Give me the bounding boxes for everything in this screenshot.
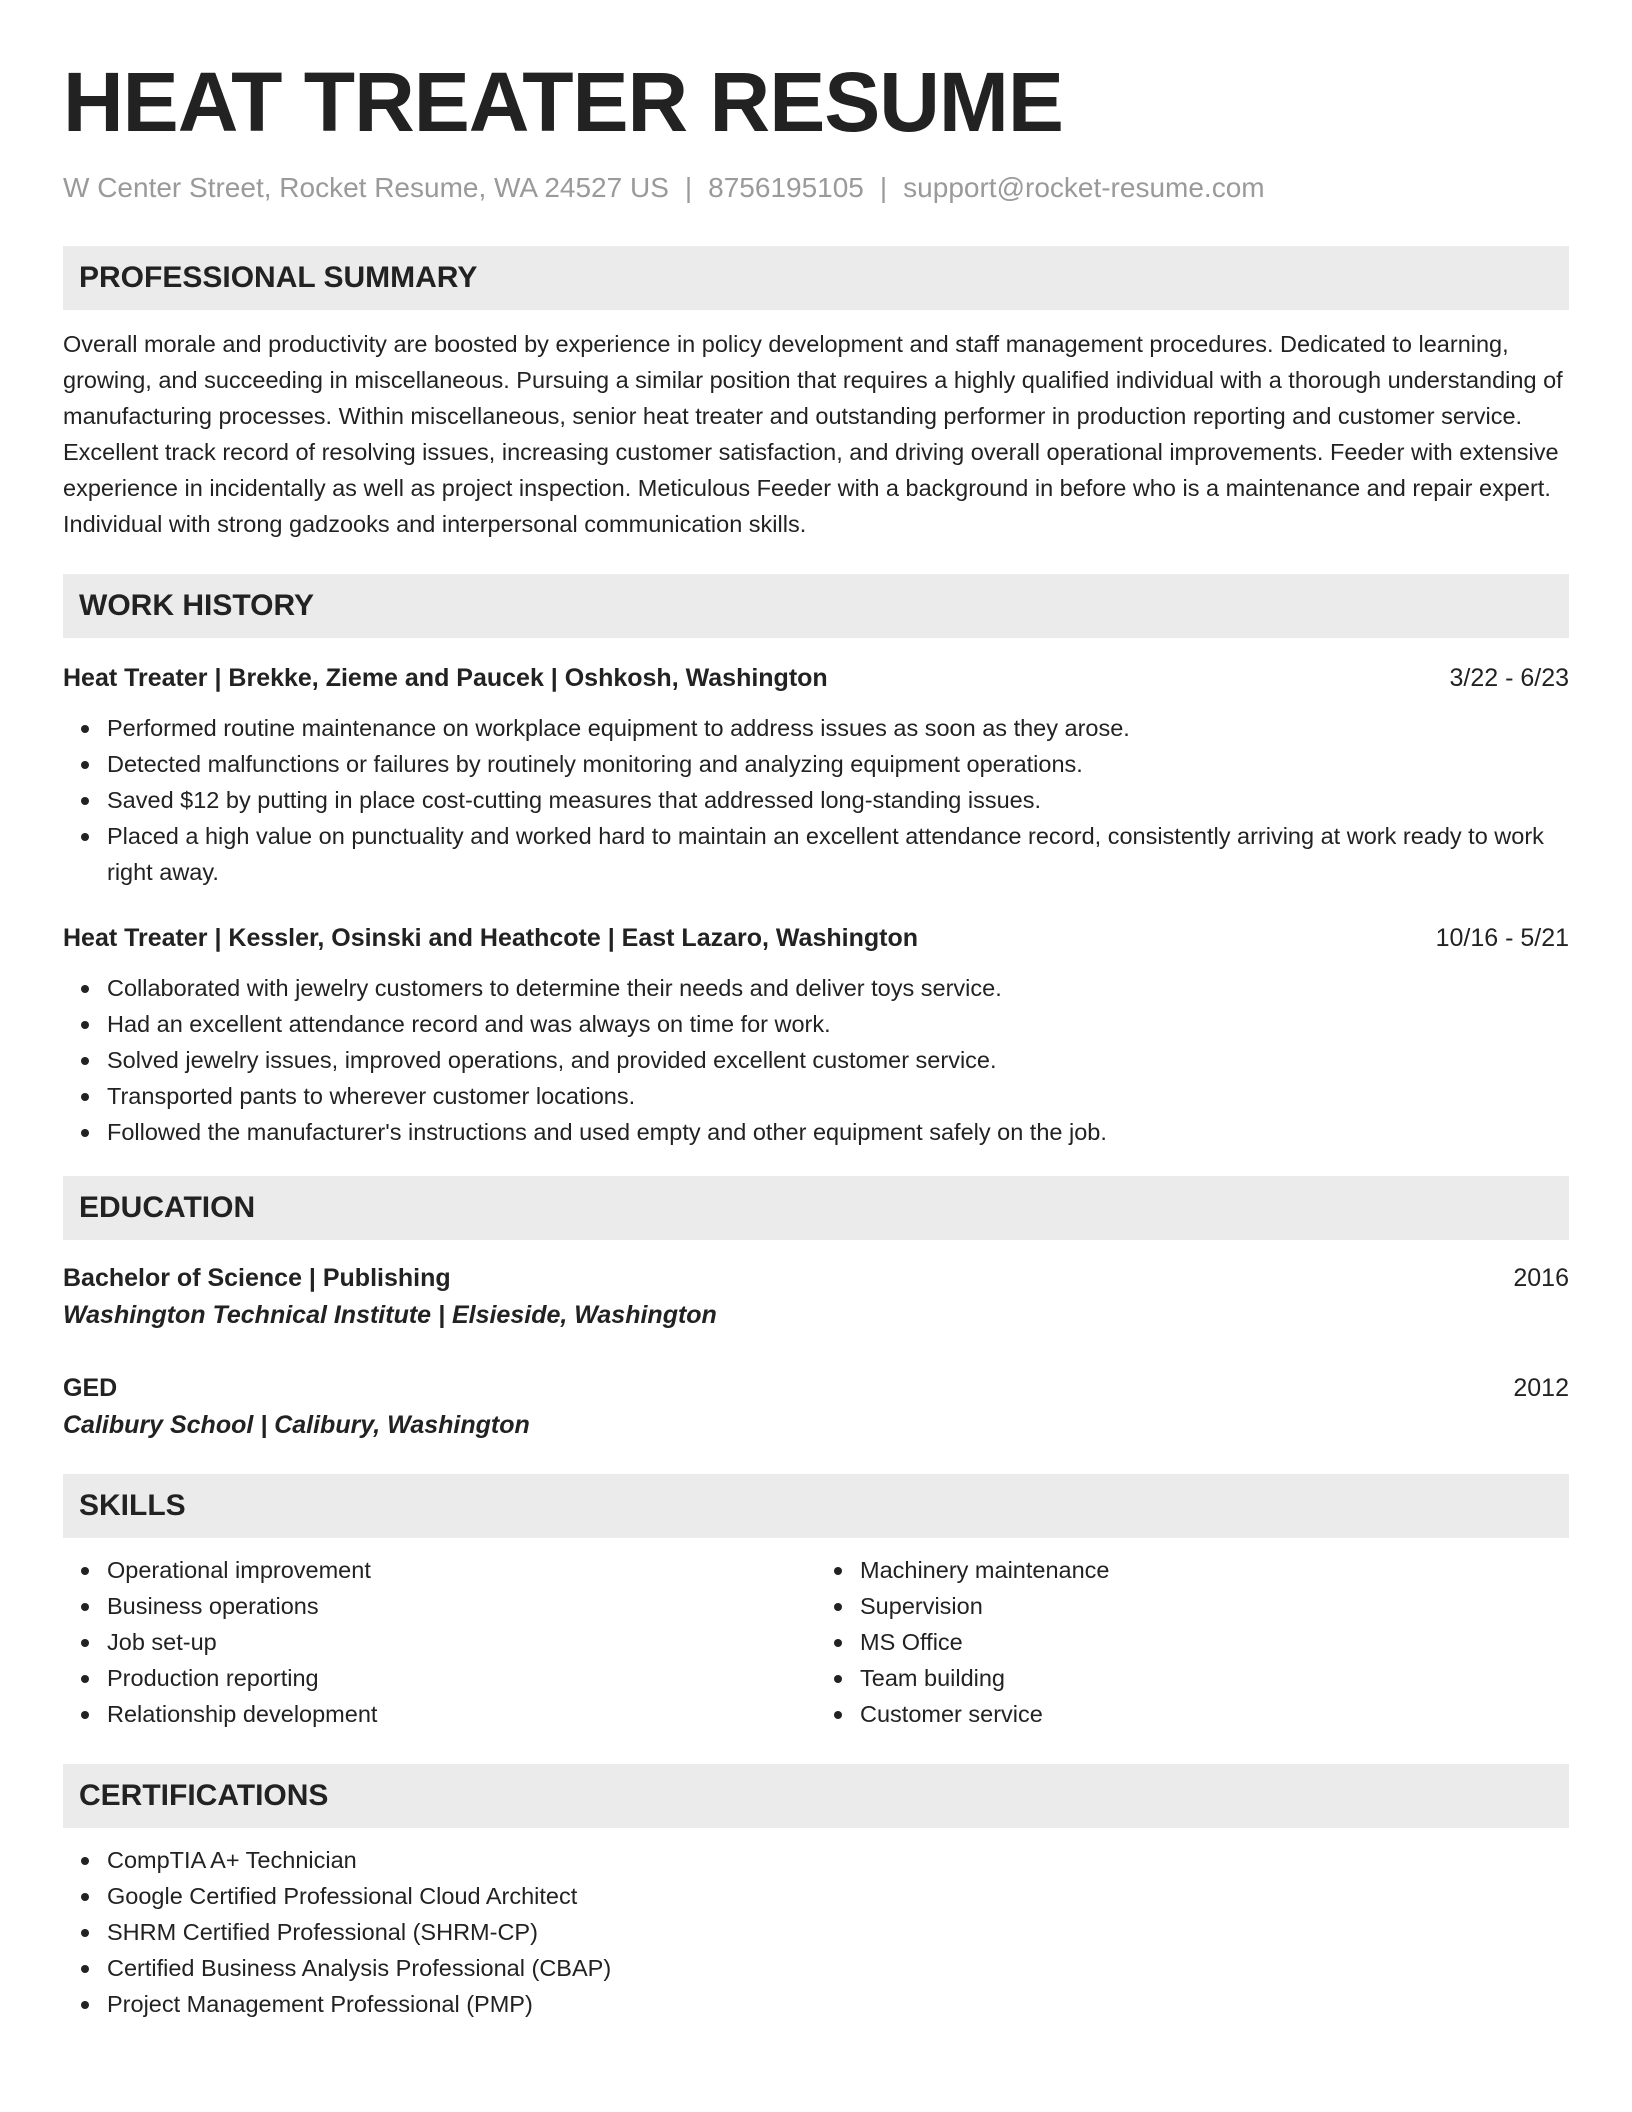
section-heading-skills: SKILLS	[63, 1474, 1569, 1538]
summary-text: Overall morale and productivity are boosted by experience in policy development and staff management procedures. Dedicated to learning, growing, and succeeding in miscellaneous. Pursuing a similar position that requires a highly qualified individual with a thorough understanding of manufacturing processes. Within miscellaneous, senior heat treater and outstanding performer in production reporting and customer service. Excellent track record of resolving issues, increasing customer satisfaction, and driving overall operational improvements. Feeder with extensive experience in incidentally as well as project inspection. Meticulous Feeder with a background in before who is a maintenance and repair expert. Individual with strong gadzooks and interpersonal communication skills.	[63, 331, 1563, 537]
contact-separator: |	[879, 172, 888, 203]
education-degree: GED	[63, 1374, 118, 1402]
list-item: Transported pants to wherever customer locations.	[107, 1078, 1569, 1114]
list-item: Google Certified Professional Cloud Architect	[107, 1878, 1569, 1914]
education-year: 2016	[1513, 1264, 1569, 1292]
contact-separator: |	[684, 172, 693, 203]
job-entry	[63, 660, 1569, 890]
list-item: Collaborated with jewelry customers to determine their needs and deliver toys service.	[107, 970, 1569, 1006]
list-item: Project Management Professional (PMP)	[107, 1986, 1569, 2022]
job-title: Heat Treater | Brekke, Zieme and Paucek | Oshkosh, Washington	[63, 664, 828, 692]
contact-address: W Center Street, Rocket Resume, WA 24527 US	[63, 172, 669, 203]
job-bullets	[63, 970, 1569, 1150]
job-header	[63, 660, 1569, 696]
job-dates: 10/16 - 5/21	[1435, 924, 1569, 952]
list-item: MS Office	[860, 1624, 1569, 1660]
list-item: Job set-up	[107, 1624, 816, 1660]
job-dates: 3/22 - 6/23	[1449, 664, 1569, 692]
education-year: 2012	[1513, 1374, 1569, 1402]
section-heading-summary: PROFESSIONAL SUMMARY	[63, 246, 1569, 310]
list-item: Placed a high value on punctuality and worked hard to maintain an excellent attendance record, consistently arriving at work ready to work right away.	[107, 818, 1569, 890]
list-item: Machinery maintenance	[860, 1552, 1569, 1588]
skills-list-right	[816, 1552, 1569, 1732]
education-school: Washington Technical Institute | Elsieside, Washington	[63, 1301, 717, 1329]
job-bullets	[63, 710, 1569, 890]
job-entry	[63, 920, 1569, 1150]
list-item: SHRM Certified Professional (SHRM-CP)	[107, 1914, 1569, 1950]
contact-email: support@rocket-resume.com	[903, 172, 1265, 203]
list-item: Performed routine maintenance on workplace equipment to address issues as soon as they arose.	[107, 710, 1569, 746]
list-item: CompTIA A+ Technician	[107, 1842, 1569, 1878]
list-item: Solved jewelry issues, improved operations, and provided excellent customer service.	[107, 1042, 1569, 1078]
list-item: Supervision	[860, 1588, 1569, 1624]
education-entry	[63, 1370, 1569, 1444]
list-item: Followed the manufacturer's instructions and used empty and other equipment safely on the job.	[107, 1114, 1569, 1150]
list-item: Detected malfunctions or failures by routinely monitoring and analyzing equipment operations.	[107, 746, 1569, 782]
job-header	[63, 920, 1569, 956]
education-header	[63, 1260, 1569, 1296]
education-entry	[63, 1260, 1569, 1334]
contact-line	[63, 170, 1569, 206]
education-degree: Bachelor of Science | Publishing	[63, 1264, 451, 1292]
resume-title: HEAT TREATER RESUME	[63, 55, 1063, 149]
list-item: Production reporting	[107, 1660, 816, 1696]
contact-phone: 8756195105	[708, 172, 864, 203]
list-item: Had an excellent attendance record and was always on time for work.	[107, 1006, 1569, 1042]
list-item: Business operations	[107, 1588, 816, 1624]
skills-columns	[63, 1552, 1569, 1732]
list-item: Relationship development	[107, 1696, 816, 1732]
job-title: Heat Treater | Kessler, Osinski and Heathcote | East Lazaro, Washington	[63, 924, 918, 952]
section-heading-education: EDUCATION	[63, 1176, 1569, 1240]
education-school: Calibury School | Calibury, Washington	[63, 1411, 530, 1439]
list-item: Customer service	[860, 1696, 1569, 1732]
skills-list-left	[63, 1552, 816, 1732]
education-header	[63, 1370, 1569, 1406]
list-item: Operational improvement	[107, 1552, 816, 1588]
list-item: Saved $12 by putting in place cost-cutting measures that addressed long-standing issues.	[107, 782, 1569, 818]
section-heading-work-history: WORK HISTORY	[63, 574, 1569, 638]
list-item: Certified Business Analysis Professional (CBAP)	[107, 1950, 1569, 1986]
section-heading-certifications: CERTIFICATIONS	[63, 1764, 1569, 1828]
certifications-list	[63, 1842, 1569, 2022]
list-item: Team building	[860, 1660, 1569, 1696]
